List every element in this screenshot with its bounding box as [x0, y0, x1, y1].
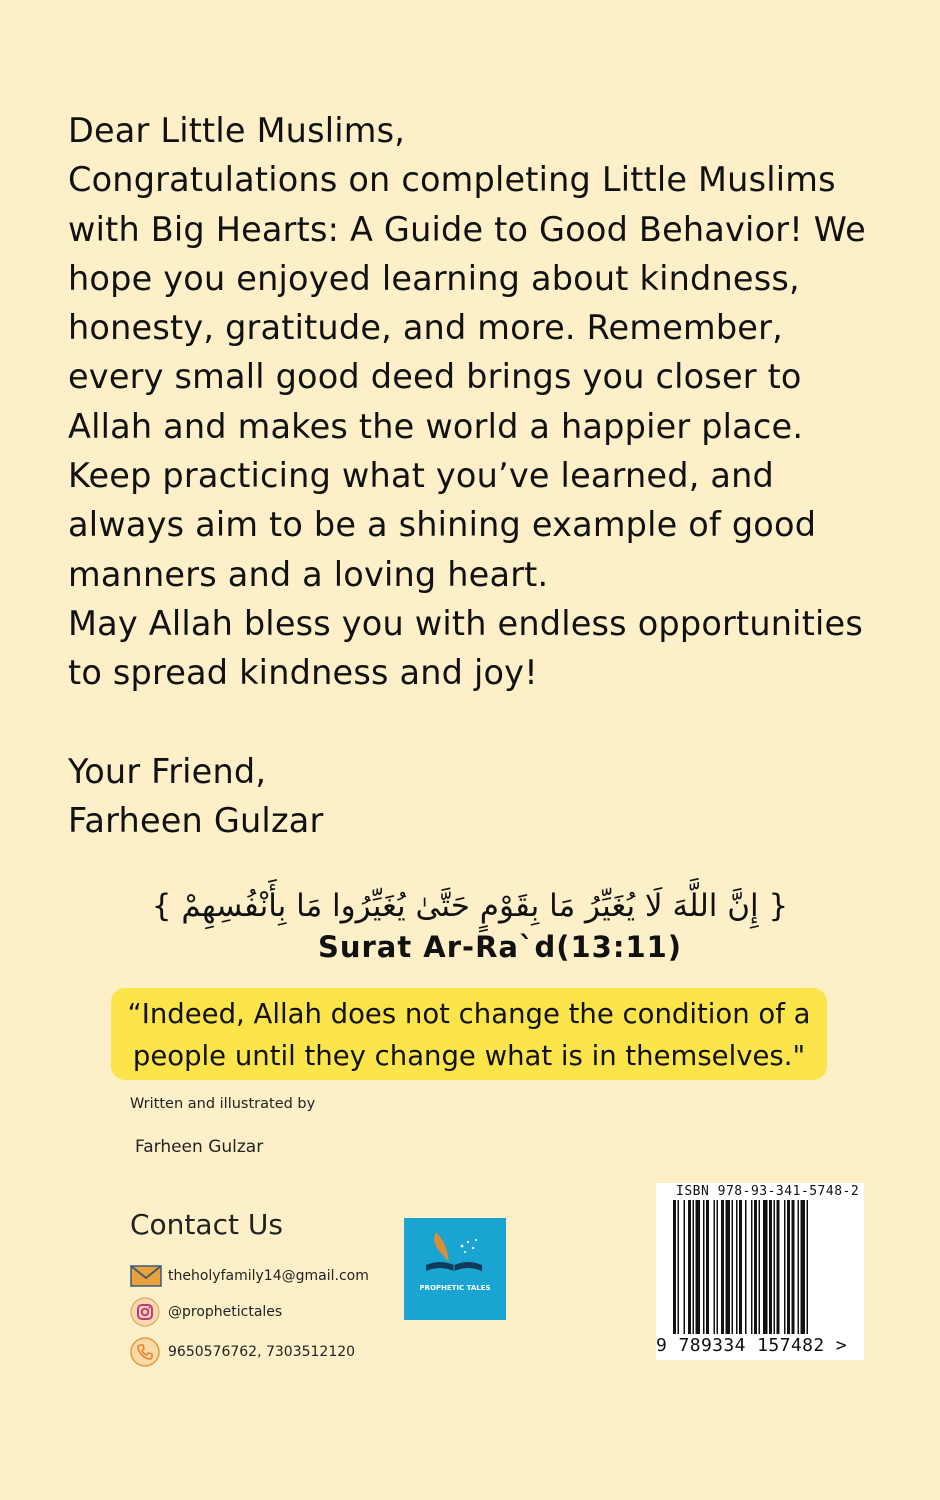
- phone-icon: [130, 1337, 164, 1367]
- letter-paragraph-1: Congratulations on completing Little Muslims with Big Hearts: A Guide to Good Behavior! We hope you enjoyed learning about kindness, honesty, gratitude, and more. Remember, every small good deed brings you closer to Allah and makes the world a happier place.: [68, 160, 866, 446]
- contact-instagram[interactable]: [130, 1297, 282, 1327]
- barcode-digits: 9 789334 157482 >: [656, 1335, 848, 1356]
- barcode-icon: [673, 1200, 851, 1340]
- isbn-barcode: [656, 1183, 864, 1360]
- instagram-icon: [130, 1297, 164, 1327]
- letter-body: [68, 106, 888, 845]
- contact-heading: Contact Us: [130, 1208, 283, 1241]
- contact-phone[interactable]: [130, 1337, 355, 1367]
- publisher-name: PROPHETIC TALES: [419, 1284, 491, 1292]
- verse-translation: “Indeed, Allah does not change the condition of a people until they change what is in themselves.": [127, 998, 811, 1072]
- credit-author: Farheen Gulzar: [135, 1137, 264, 1157]
- credit-label: Written and illustrated by: [130, 1096, 316, 1112]
- book-quill-icon: [404, 1218, 506, 1288]
- verse-reference: Surat Ar-Ra`d(13:11): [317, 930, 683, 964]
- instagram-text: @prophetictales: [168, 1304, 283, 1320]
- phone-text: 9650576762, 7303512120: [168, 1344, 356, 1360]
- publisher-logo: [404, 1218, 506, 1320]
- letter-signature: Farheen Gulzar: [68, 800, 324, 840]
- letter-paragraph-3: May Allah bless you with endless opportunities to spread kindness and joy!: [68, 603, 863, 693]
- email-text: theholyfamily14@gmail.com: [168, 1268, 369, 1284]
- letter-paragraph-2: Keep practicing what you’ve learned, and always aim to be a shining example of good manners and a loving heart.: [68, 456, 817, 594]
- envelope-icon: [130, 1261, 164, 1291]
- letter-closing: Your Friend,: [68, 751, 267, 791]
- verse-translation-highlight: [111, 988, 827, 1080]
- isbn-label: ISBN 978-93-341-5748-2: [676, 1184, 860, 1199]
- arabic-verse: { إِنَّ اللَّهَ لَا يُغَيِّرُ مَا بِقَوْمٍ حَتَّىٰ يُغَيِّرُوا مَا بِأَنْفُسِهِمْ }: [151, 888, 789, 924]
- contact-email[interactable]: [130, 1261, 369, 1291]
- letter-greeting: Dear Little Muslims,: [68, 111, 406, 150]
